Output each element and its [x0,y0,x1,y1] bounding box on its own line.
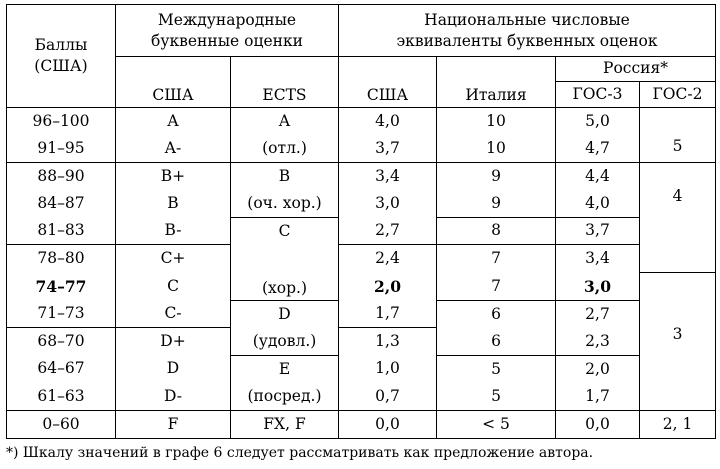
gos2-cell: 4 [640,163,716,273]
usa-letter-cell: D [116,356,231,383]
header-row-1 [7,5,716,57]
header-ects: ECTS [231,57,339,108]
ects-cell: B [231,163,339,190]
ects-cell: (хор.) [231,245,339,301]
header-gos3: ГОС-3 [556,82,640,108]
header-national [339,5,716,57]
table-row [7,135,716,163]
usa-numeric-cell: 1,7 [339,301,437,328]
usa-letter-cell: A- [116,135,231,163]
ects-cell: (оч. хор.) [231,190,339,218]
usa-numeric-cell: 0,0 [339,411,437,439]
table-row [7,383,716,411]
italy-cell: 9 [437,163,556,190]
gos3-cell: 4,0 [556,190,640,218]
usa-letter-cell: C+ [116,245,231,273]
usa-numeric-cell: 2,7 [339,218,437,245]
score-cell: 64–67 [7,356,116,383]
table-row [7,218,716,245]
ects-cell: D [231,301,339,328]
gos3-cell: 2,3 [556,328,640,356]
score-cell: 78–80 [7,245,116,273]
score-cell: 68–70 [7,328,116,356]
header-scores [7,5,116,108]
table-row [7,328,716,356]
ects-cell: (отл.) [231,135,339,163]
gos3-cell: 0,0 [556,411,640,439]
table-row [7,190,716,218]
italy-cell: 6 [437,301,556,328]
usa-letter-cell: B- [116,218,231,245]
italy-cell: 7 [437,273,556,301]
gos3-cell: 3,7 [556,218,640,245]
usa-letter-cell: A [116,108,231,135]
gos2-cell: 2, 1 [640,411,716,439]
gos2-cell: 5 [640,108,716,163]
italy-cell: 6 [437,328,556,356]
header-national-line2: эквиваленты буквенных оценок [396,31,658,50]
usa-numeric-cell: 3,4 [339,163,437,190]
italy-cell: 5 [437,383,556,411]
italy-cell: 8 [437,218,556,245]
italy-cell: 5 [437,356,556,383]
table-row [7,356,716,383]
ects-cell: C [231,218,339,245]
header-international [116,5,339,57]
gos3-cell: 4,4 [556,163,640,190]
table-row [7,108,716,135]
header-national-line1: Национальные числовые [424,10,630,29]
usa-numeric-cell: 2,0 [339,273,437,301]
header-scores-line1: Баллы [34,36,88,55]
score-cell: 84–87 [7,190,116,218]
italy-cell: 10 [437,108,556,135]
score-cell: 81–83 [7,218,116,245]
header-usa-numeric: США [339,57,437,108]
footnote: *) Шкалу значений в графе 6 следует рассматривать как предложение автора. [6,445,594,461]
score-cell: 96–100 [7,108,116,135]
header-international-line1: Международные [157,10,297,29]
usa-numeric-cell: 0,7 [339,383,437,411]
ects-cell: FX, F [231,411,339,439]
italy-cell: 10 [437,135,556,163]
table-row [7,411,716,439]
table-row [7,273,716,301]
score-cell: 88–90 [7,163,116,190]
ects-cell: (удовл.) [231,328,339,356]
ects-cell: E [231,356,339,383]
ects-cell: (посред.) [231,383,339,411]
score-cell: 0–60 [7,411,116,439]
gos3-cell: 2,0 [556,356,640,383]
table-row [7,245,716,273]
usa-letter-cell: D+ [116,328,231,356]
usa-numeric-cell: 3,7 [339,135,437,163]
score-cell: 91–95 [7,135,116,163]
usa-letter-cell: C- [116,301,231,328]
score-cell: 74–77 [7,273,116,301]
usa-numeric-cell: 2,4 [339,245,437,273]
score-cell: 71–73 [7,301,116,328]
header-usa-letter: США [116,57,231,108]
header-italy: Италия [437,57,556,108]
gos3-cell: 2,7 [556,301,640,328]
usa-numeric-cell: 1,3 [339,328,437,356]
usa-letter-cell: B [116,190,231,218]
italy-cell: 7 [437,245,556,273]
header-gos2: ГОС-2 [640,82,716,108]
gos3-cell: 5,0 [556,108,640,135]
gos3-cell: 3,4 [556,245,640,273]
gos3-cell: 3,0 [556,273,640,301]
gos3-cell: 4,7 [556,135,640,163]
usa-numeric-cell: 4,0 [339,108,437,135]
italy-cell: 9 [437,190,556,218]
usa-numeric-cell: 3,0 [339,190,437,218]
grade-comparison-document [6,4,714,465]
usa-letter-cell: F [116,411,231,439]
score-cell: 61–63 [7,383,116,411]
italy-cell: < 5 [437,411,556,439]
usa-numeric-cell: 1,0 [339,356,437,383]
table-row [7,301,716,328]
gos3-cell: 1,7 [556,383,640,411]
gos2-cell: 3 [640,273,716,411]
header-russia: Россия* [556,57,716,82]
grade-comparison-table [6,4,716,439]
header-international-line2: буквенные оценки [151,31,303,50]
table-row [7,163,716,190]
usa-letter-cell: C [116,273,231,301]
usa-letter-cell: B+ [116,163,231,190]
ects-cell: A [231,108,339,135]
header-scores-line2: (США) [34,57,88,75]
usa-letter-cell: D- [116,383,231,411]
